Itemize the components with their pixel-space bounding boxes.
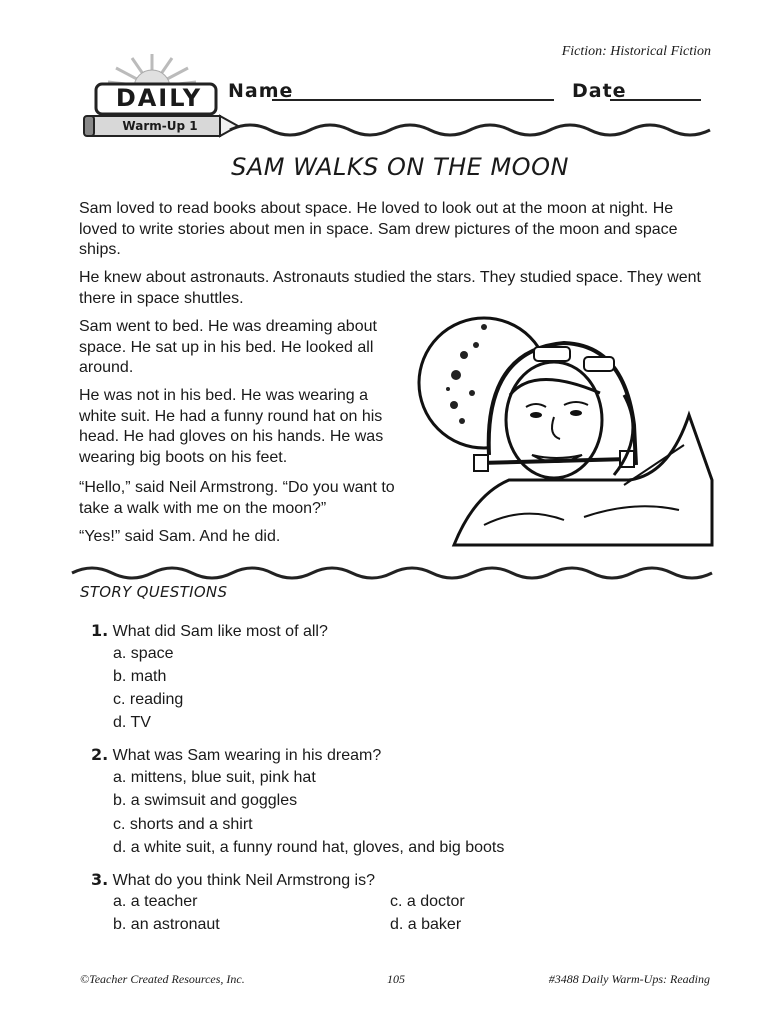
story-paragraph-2: He knew about astronauts. Astronauts studied the stars. They studied space. They went there in space shuttles.: [79, 269, 701, 307]
story-title: SAM WALKS ON THE MOON: [231, 153, 569, 181]
story-paragraph-1: Sam loved to read books about space. He loved to look out at the moon at night. He loved to write stories about men in space. Sam drew pictures of the moon and space ships.: [79, 200, 678, 259]
question-text: What did Sam like most of all?: [112, 623, 328, 640]
date-field[interactable]: [610, 99, 701, 101]
story-paragraph-6: “Yes!” said Sam. And he did.: [79, 528, 281, 545]
q2-option-b[interactable]: b. a swimsuit and goggles: [113, 792, 298, 809]
story-questions-heading: STORY QUESTIONS: [80, 583, 228, 601]
wavy-divider-top: [0, 115, 768, 145]
q1-option-a[interactable]: a. space: [113, 645, 174, 662]
question-3: [91, 870, 375, 890]
genre-label: Fiction: Historical Fiction: [561, 44, 711, 59]
question-number: 1.: [91, 621, 109, 640]
q3-option-b[interactable]: b. an astronaut: [113, 916, 220, 933]
q2-option-c[interactable]: c. shorts and a shirt: [113, 816, 253, 833]
story-paragraph-4: He was not in his bed. He was wearing a white suit. He had a funny round hat on his head. He had gloves on his hands. He was wearing big boots on his feet.: [79, 387, 384, 466]
q3-option-c[interactable]: c. a doctor: [390, 893, 465, 910]
footer-page-number: 105: [387, 972, 405, 986]
name-label: Name: [228, 80, 294, 102]
question-1: [91, 621, 328, 641]
q1-option-c[interactable]: c. reading: [113, 691, 184, 708]
question-2: [91, 745, 381, 765]
question-text: What was Sam wearing in his dream?: [112, 747, 382, 764]
q1-option-d[interactable]: d. TV: [113, 714, 151, 731]
footer-copyright: ©Teacher Created Resources, Inc.: [80, 972, 245, 986]
logo-subtitle: Warm-Up 1: [122, 119, 198, 133]
q2-option-d[interactable]: d. a white suit, a funny round hat, gloves, and big boots: [113, 839, 505, 856]
q1-option-b[interactable]: b. math: [113, 668, 167, 685]
astronaut-moon-illustration: [414, 305, 714, 550]
story-paragraph-3: Sam went to bed. He was dreaming about space. He sat up in his bed. He looked all around.: [79, 318, 377, 377]
footer-book-title: #3488 Daily Warm-Ups: Reading: [548, 972, 710, 986]
name-field[interactable]: [272, 99, 554, 101]
question-number: 3.: [91, 870, 109, 889]
logo-word: DAILY: [115, 84, 203, 112]
q2-option-a[interactable]: a. mittens, blue suit, pink hat: [113, 769, 316, 786]
q3-option-a[interactable]: a. a teacher: [113, 893, 198, 910]
question-number: 2.: [91, 745, 109, 764]
q3-option-d[interactable]: d. a baker: [390, 916, 462, 933]
question-text: What do you think Neil Armstrong is?: [112, 872, 376, 889]
story-paragraph-5: “Hello,” said Neil Armstrong. “Do you want to take a walk with me on the moon?”: [79, 479, 395, 517]
date-label: Date: [572, 80, 627, 102]
